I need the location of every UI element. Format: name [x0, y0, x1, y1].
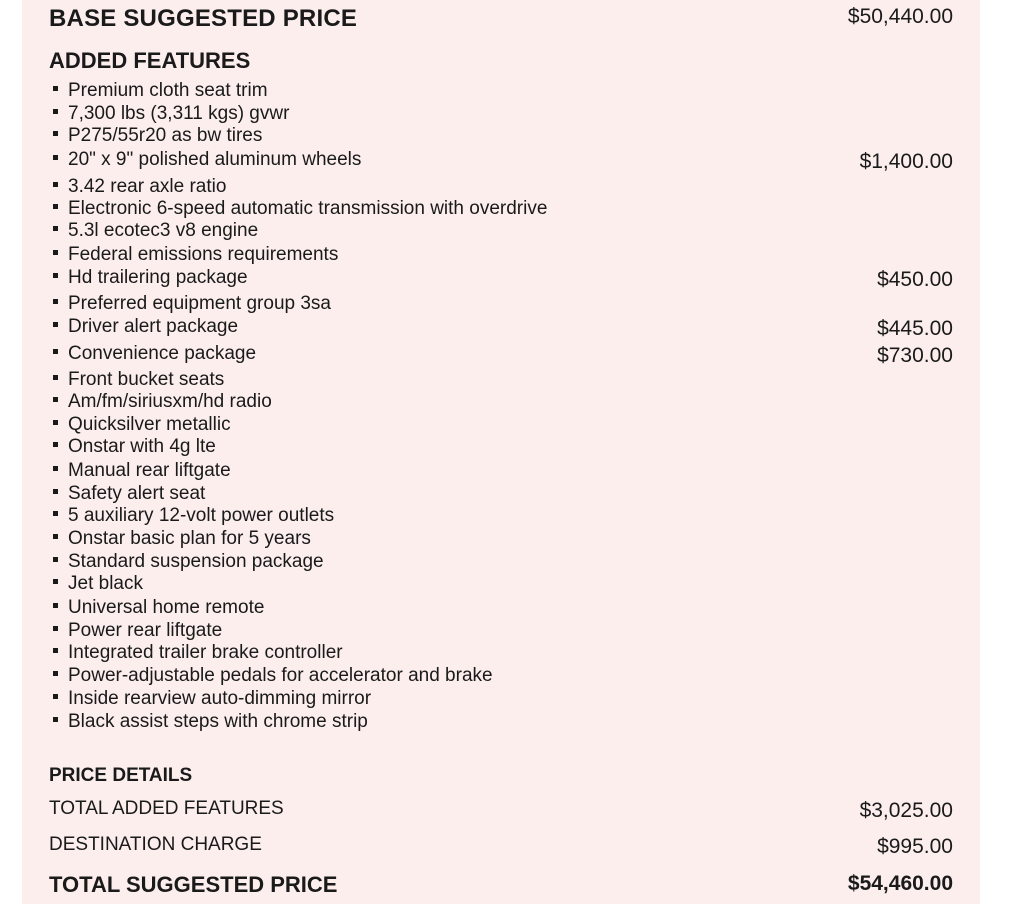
feature-label: Power rear liftgate: [68, 620, 223, 641]
feature-item: [53, 198, 547, 220]
feature-label: Integrated trailer brake controller: [68, 642, 343, 663]
feature-item: [53, 642, 343, 664]
feature-label: 7,300 lbs (3,311 kgs) gvwr: [68, 103, 290, 124]
feature-label: Preferred equipment group 3sa: [68, 293, 331, 314]
feature-item: [53, 620, 222, 642]
feature-item: [53, 528, 311, 550]
feature-label: Onstar with 4g lte: [68, 436, 216, 457]
bullet-icon: [53, 182, 58, 187]
feature-item: [53, 103, 289, 125]
feature-label: Electronic 6-speed automatic transmission with overdrive: [68, 198, 548, 219]
feature-label: Safety alert seat: [68, 483, 206, 504]
feature-label: Power-adjustable pedals for accelerator and brake: [68, 665, 493, 686]
bullet-icon: [53, 226, 58, 231]
bullet-icon: [53, 489, 58, 494]
feature-item: [53, 316, 238, 338]
feature-item: [53, 125, 262, 147]
bullet-icon: [53, 694, 58, 699]
feature-item: [53, 293, 331, 315]
feature-label: Hd trailering package: [68, 267, 248, 288]
bullet-icon: [53, 397, 58, 402]
feature-label: 5 auxiliary 12-volt power outlets: [68, 505, 335, 526]
total-suggested-price-label: TOTAL SUGGESTED PRICE: [49, 872, 338, 897]
bullet-icon: [53, 273, 58, 278]
feature-label: Onstar basic plan for 5 years: [68, 528, 311, 549]
price-details-title: PRICE DETAILS: [49, 765, 193, 786]
bullet-icon: [53, 603, 58, 608]
bullet-icon: [53, 375, 58, 380]
feature-item: [53, 688, 371, 710]
bullet-icon: [53, 466, 58, 471]
total-suggested-price-value: $54,460.00: [847, 872, 953, 895]
total-added-features-label: TOTAL ADDED FEATURES: [49, 798, 284, 819]
feature-label: Universal home remote: [68, 597, 265, 618]
feature-item: [53, 220, 258, 242]
feature-item: [53, 149, 361, 171]
bullet-icon: [53, 557, 58, 562]
feature-price: $450.00: [877, 268, 953, 291]
bullet-icon: [53, 349, 58, 354]
bullet-icon: [53, 579, 58, 584]
feature-item: [53, 176, 226, 198]
feature-item: [53, 505, 334, 527]
feature-label: Premium cloth seat trim: [68, 80, 268, 101]
bullet-icon: [53, 204, 58, 209]
feature-label: Front bucket seats: [68, 369, 225, 390]
feature-label: Convenience package: [68, 343, 257, 364]
feature-item: [53, 80, 268, 102]
feature-item: [53, 244, 338, 266]
feature-item: [53, 711, 368, 733]
total-added-features-value: $3,025.00: [859, 799, 953, 822]
feature-item: [53, 369, 224, 391]
feature-item: [53, 414, 231, 436]
feature-price: $730.00: [877, 344, 953, 367]
bullet-icon: [53, 534, 58, 539]
feature-label: Federal emissions requirements: [68, 244, 339, 265]
bullet-icon: [53, 322, 58, 327]
feature-label: Jet black: [68, 573, 143, 594]
destination-charge-value: $995.00: [877, 835, 953, 858]
feature-item: [53, 551, 324, 573]
feature-label: Black assist steps with chrome strip: [68, 711, 368, 732]
feature-item: [53, 267, 248, 289]
feature-label: 3.42 rear axle ratio: [68, 176, 227, 197]
feature-item: [53, 460, 231, 482]
bullet-icon: [53, 250, 58, 255]
feature-label: Inside rearview auto-dimming mirror: [68, 688, 372, 709]
feature-item: [53, 483, 205, 505]
feature-price: $1,400.00: [859, 150, 953, 173]
feature-price: $445.00: [877, 317, 953, 340]
feature-label: Manual rear liftgate: [68, 460, 231, 481]
bullet-icon: [53, 511, 58, 516]
base-price-value: $50,440.00: [847, 5, 953, 28]
feature-label: P275/55r20 as bw tires: [68, 125, 263, 146]
bullet-icon: [53, 299, 58, 304]
feature-item: [53, 665, 493, 687]
bullet-icon: [53, 671, 58, 676]
bullet-icon: [53, 131, 58, 136]
feature-label: Quicksilver metallic: [68, 414, 231, 435]
bullet-icon: [53, 442, 58, 447]
feature-item: [53, 597, 264, 619]
feature-item: [53, 573, 143, 595]
bullet-icon: [53, 420, 58, 425]
feature-item: [53, 343, 256, 365]
feature-label: 5.3l ecotec3 v8 engine: [68, 220, 259, 241]
bullet-icon: [53, 648, 58, 653]
feature-label: 20" x 9" polished aluminum wheels: [68, 149, 362, 170]
feature-label: Am/fm/siriusxm/hd radio: [68, 391, 272, 412]
destination-charge-label: DESTINATION CHARGE: [49, 834, 262, 855]
feature-item: [53, 391, 272, 413]
feature-item: [53, 436, 216, 458]
feature-label: Standard suspension package: [68, 551, 324, 572]
bullet-icon: [53, 109, 58, 114]
bullet-icon: [53, 626, 58, 631]
bullet-icon: [53, 155, 58, 160]
bullet-icon: [53, 717, 58, 722]
base-price-title: BASE SUGGESTED PRICE: [49, 5, 358, 32]
bullet-icon: [53, 86, 58, 91]
added-features-title: ADDED FEATURES: [49, 48, 251, 73]
feature-label: Driver alert package: [68, 316, 239, 337]
